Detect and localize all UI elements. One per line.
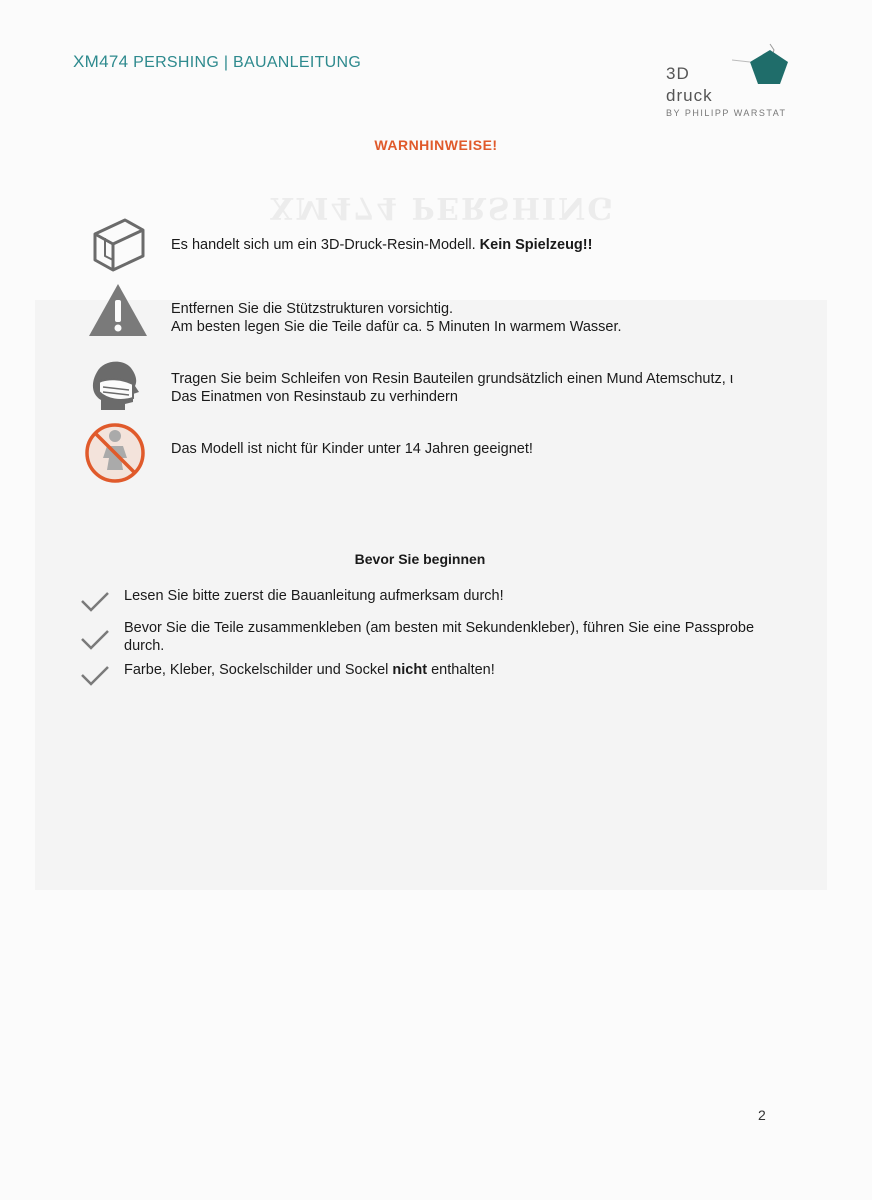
check-icon <box>80 663 110 687</box>
checklist-text-after: enthalten! <box>427 662 495 678</box>
checklist-text-bold: nicht <box>392 662 428 678</box>
warning-text-supports <box>171 300 622 336</box>
page-number: 2 <box>758 1107 766 1123</box>
warning-text-plain: Es handelt sich um ein 3D-Druck-Resin-Modell. <box>171 237 480 253</box>
warning-line-2: Das Einatmen von Resinstaub zu verhindern <box>171 389 458 405</box>
warning-item-mask <box>85 352 825 418</box>
logo-byline: BY PHILIPP WARSTAT <box>666 108 787 118</box>
warning-line-2: Am besten legen Sie die Teile dafür ca. 5 Minuten In warmem Wasser. <box>171 319 622 335</box>
warnings-title: WARNHINWEISE! <box>374 137 498 153</box>
document-code: XM474 <box>73 52 129 71</box>
checklist-text: Lesen Sie bitte zuerst die Bauanleitung aufmerksam durch! <box>124 588 504 604</box>
check-icon <box>80 589 110 613</box>
warning-line-1: Entfernen Sie die Stützstrukturen vorsichtig. <box>171 301 454 317</box>
before-title: Bevor Sie beginnen <box>354 551 486 567</box>
checklist-text <box>124 661 794 679</box>
logo-text-3d: 3D <box>666 64 690 83</box>
document-title: PERSHING | BAUANLEITUNG <box>133 54 362 71</box>
no-children-icon <box>85 420 151 486</box>
logo-text-druck: druck <box>666 86 713 105</box>
brand-logo <box>662 42 797 120</box>
warning-line-1: Tragen Sie beim Schleifen von Resin Bauteilen grundsätzlich einen Mund Atemschutz, ι <box>171 371 734 387</box>
document-header <box>73 52 361 72</box>
warning-triangle-icon <box>85 280 151 346</box>
check-icon <box>80 627 110 651</box>
box-icon <box>85 212 151 278</box>
reverse-side-title-bleed: XM474 PERSHING <box>270 190 615 225</box>
checklist-text-before: Farbe, Kleber, Sockelschilder und Sockel <box>124 662 393 678</box>
warning-text-mask <box>171 370 733 406</box>
checklist-text: Bevor Sie die Teile zusammenkleben (am besten mit Sekundenkleber), führen Sie eine Passprobe durch. <box>124 620 755 654</box>
warning-text-bold: Kein Spielzeug!! <box>479 237 593 253</box>
warning-item-age <box>85 420 825 486</box>
warning-text-toy <box>171 236 592 254</box>
face-mask-icon <box>85 352 151 418</box>
pentagon-gem-icon <box>732 42 792 97</box>
warning-text-age: Das Modell ist nicht für Kinder unter 14 Jahren geeignet! <box>171 441 533 457</box>
warning-item-supports <box>85 280 825 346</box>
warning-item-toy <box>85 212 825 278</box>
